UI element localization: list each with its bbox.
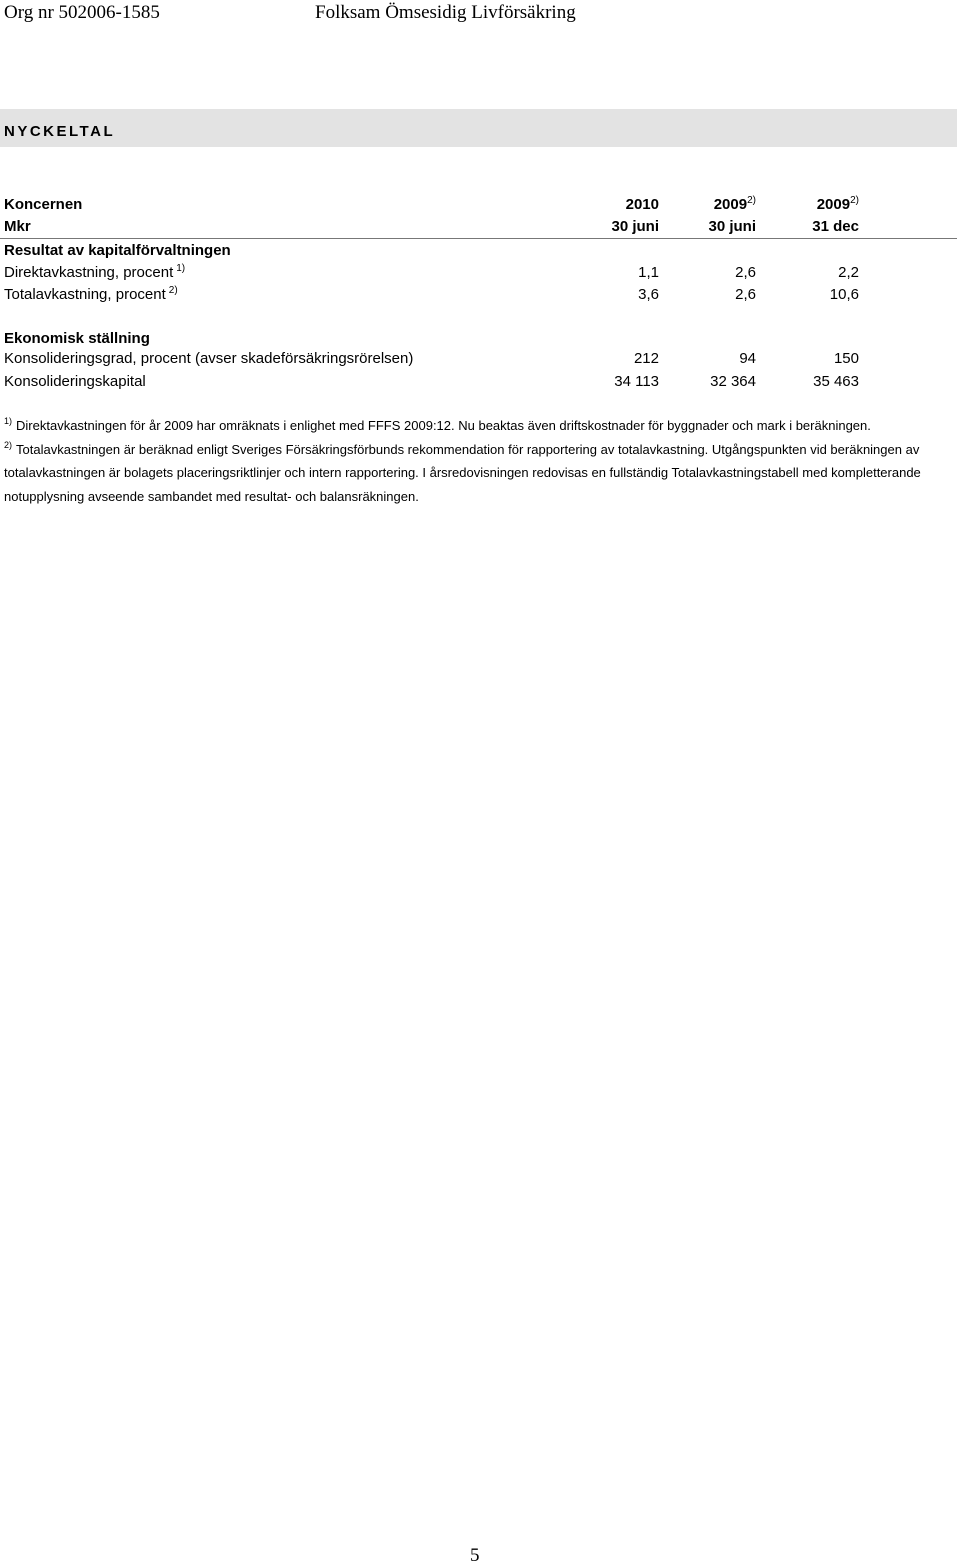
group-title: Resultat av kapitalförvaltningen [4, 242, 231, 259]
cell-2009-jun: 94 [739, 350, 756, 367]
footnote-ref: 1) [176, 263, 186, 274]
col2-period: 30 juni [708, 218, 756, 235]
footnote-1-marker: 1) [4, 416, 13, 426]
row-label: Direktavkastning, procent $^{1)}$ [4, 263, 186, 281]
cell-2009-jun: 32 364 [710, 373, 756, 390]
row-label: Konsolideringsgrad, procent (avser skadeförsäkringsrörelsen) [4, 350, 414, 367]
group-title-row [0, 330, 957, 352]
footnote-ref: 2) [168, 285, 178, 296]
cell-2010-jun: 34 113 [614, 373, 659, 390]
page-number: 5 [470, 1545, 480, 1566]
cell-2009-jun: 2,6 [735, 286, 756, 303]
cell-2009-dec: 10,6 [829, 286, 859, 303]
cell-2010-jun: 1,1 [638, 264, 659, 281]
col1-year: 2010 [625, 196, 659, 213]
table-row [0, 373, 957, 395]
col2-year-footnote-ref: 2) [747, 195, 756, 206]
footnote-2-marker: 2) [4, 439, 13, 450]
org-number: Org nr 502006-1585 [4, 2, 160, 23]
footnote-2 [4, 438, 954, 509]
group-title: Ekonomisk ställning [4, 330, 150, 347]
col3-period: 31 dec [812, 218, 859, 235]
table-row [0, 350, 957, 372]
cell-2009-dec: 35 463 [813, 373, 859, 390]
col3-year-footnote-ref: 2) [850, 195, 859, 206]
cell-2010-jun: 212 [633, 350, 659, 367]
footnote-1 [4, 414, 954, 438]
footnote-2-text: Totalavkastningen är beräknad enligt Sveriges Försäkringsförbunds rekommendation för rapportering av totalavkastning. Utgångspunkten vid beräkningen av totalavkastningen är bolagets placeringsriktlinjer och intern rapportering. I årsredovisningen redovisas en fullständig Totalavkastningstabell med kompletterande notupplysning avseende sambandet med resultat- och balansräkningen. [4, 441, 921, 504]
row-label: Konsolideringskapital [4, 373, 146, 390]
header-divider [0, 238, 957, 239]
section-band [0, 109, 957, 147]
col1-period: 30 juni [611, 218, 659, 235]
group-title-row [0, 242, 957, 264]
cell-2009-dec: 150 [833, 350, 859, 367]
company-name: Folksam Ömsesidig Livförsäkring [315, 2, 576, 23]
row-label: Totalavkastning, procent $^{2)}$ [4, 285, 178, 303]
footnote-1-text: Direktavkastningen för år 2009 har omräknats i enlighet med FFFS 2009:12. Nu beaktas även driftskostnader för byggnader och mark i beräkningen. [16, 418, 871, 433]
table-row [0, 286, 957, 308]
col3-year: 2009$^{2)}$ [816, 195, 859, 213]
table-header-year-row [0, 196, 957, 218]
cell-2009-jun: 2,6 [735, 264, 756, 281]
table-row [0, 264, 957, 286]
unit-label: Mkr [4, 218, 31, 235]
col2-year: 2009$^{2)}$ [713, 195, 756, 213]
cell-2009-dec: 2,2 [838, 264, 859, 281]
table-header-period-row [0, 218, 957, 240]
footnotes [4, 414, 954, 508]
group-label: Koncernen [4, 196, 83, 213]
cell-2010-jun: 3,6 [638, 286, 659, 303]
section-title: NYCKELTAL [4, 123, 116, 140]
